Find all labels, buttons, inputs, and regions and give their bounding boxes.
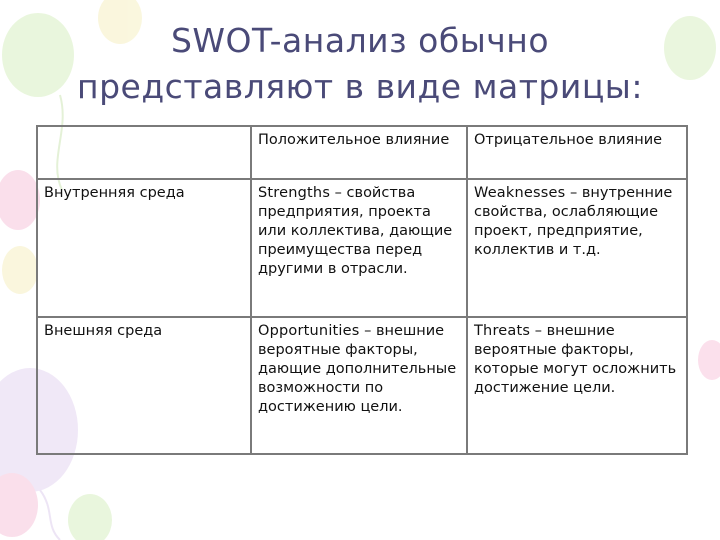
header-cell-negative: Отрицательное влияние xyxy=(467,126,687,179)
balloon-pink-left xyxy=(0,170,40,230)
balloon-pink-bottom-left xyxy=(0,473,38,537)
cell-weaknesses xyxy=(467,179,687,317)
swot-matrix-table xyxy=(36,125,688,455)
cell-opportunities xyxy=(251,317,467,454)
table-row-internal xyxy=(37,179,687,317)
balloon-string-2 xyxy=(40,490,60,540)
table-row-external xyxy=(37,317,687,454)
threats-term: Threats xyxy=(474,323,531,339)
weaknesses-term: Weaknesses xyxy=(474,185,566,201)
opportunities-text: – внешние вероятные факторы, дающие дополнительные возможности по достижению цели. xyxy=(258,323,457,415)
strengths-text: – свойства предприятия, проекта или коллектива, дающие преимущества перед другими в отрасли. xyxy=(258,185,453,277)
strengths-term: Strengths xyxy=(258,185,331,201)
header-cell-positive: Положительное влияние xyxy=(251,126,467,179)
cell-threats xyxy=(467,317,687,454)
title-line-1: SWOT-анализ обычно xyxy=(170,21,550,60)
opportunities-term: Opportunities xyxy=(258,323,360,339)
balloon-yellow-left xyxy=(2,246,38,294)
row-label-internal: Внутренняя среда xyxy=(37,179,251,317)
weaknesses-text: – внутренние свойства, ослабляющие проект, предприятие, коллектив и т.д. xyxy=(474,185,673,258)
threats-text: – внешние вероятные факторы, которые могут осложнить достижение цели. xyxy=(474,323,677,396)
cell-strengths xyxy=(251,179,467,317)
slide-title xyxy=(40,18,680,110)
balloon-green-bottom xyxy=(68,494,112,540)
title-line-2: представляют в виде матрицы: xyxy=(77,67,643,106)
header-cell-empty xyxy=(37,126,251,179)
balloon-pink-right xyxy=(698,340,720,380)
row-label-external: Внешняя среда xyxy=(37,317,251,454)
header-row xyxy=(37,126,687,179)
